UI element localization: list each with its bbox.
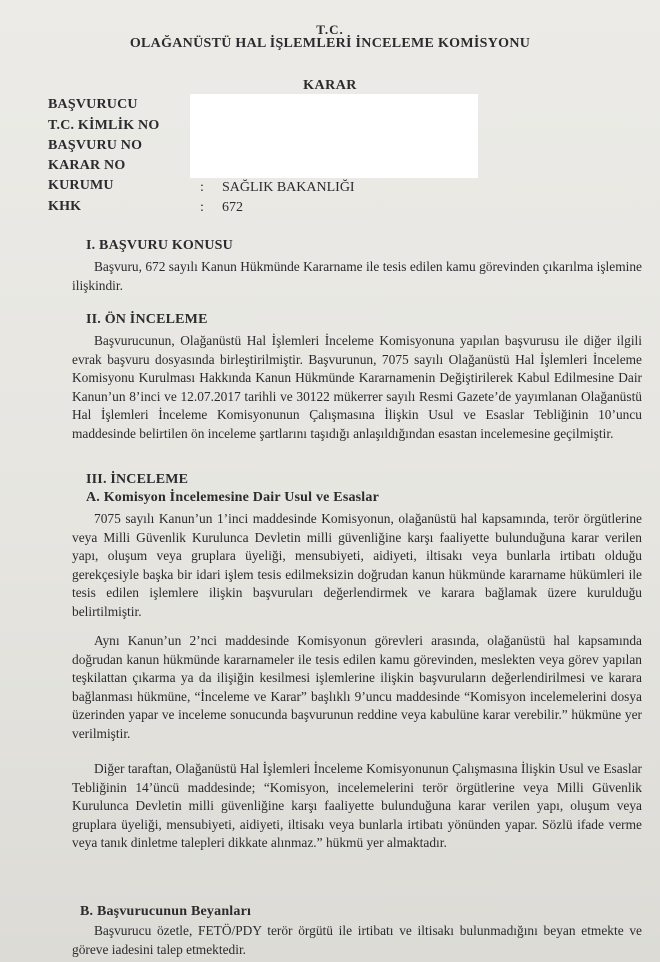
field-colon-khk: : — [200, 200, 204, 215]
field-label-tc-id: T.C. KİMLİK NO — [48, 118, 160, 133]
header-tc: T.C. — [316, 22, 344, 37]
section-3a-heading: A. Komisyon İncelemesine Dair Usul ve Esaslar — [86, 490, 380, 505]
section-3a-paragraph-2: Aynı Kanun’un 2’nci maddesinde Komisyonun görevleri arasında, olağanüstü hal kapsamında doğrudan kanun hükmünde kararnameler ile tesis edilen kamu görevinden, meslekten veya görev yapılan teşkilattan çıkarma ya da ilişiğin kesilmesi işlemlerine ilişkin başvuruların değerlendirilmesi ve karara bağlanması hükmüne, “İnceleme ve Karar” başlıklı 9’uncu maddesinde “Komisyon incelemelerini dosya üzerinden yapar ve inceleme sonucunda başvurunun reddine veya kabulüne karar verebilir.” hükmüne yer verilmiştir. — [72, 633, 642, 741]
section-1-heading: I. BAŞVURU KONUSU — [86, 238, 233, 253]
section-3a-paragraph-1: 7075 sayılı Kanun’un 1’inci maddesinde Komisyonun, olağanüstü hal kapsamında, terör örgütlerine veya Milli Güvenlik Kurulunca Devletin milli güvenliğine karşı faaliyette bulunduğuna karar verilen yapı, oluşum veya gruplara üyeliği, mensubiyeti, aidiyeti, iltisakı veya bunlarla irtibatı olduğu gerekçesiyle başka bir idari işlem tesis edilmeksizin doğrudan kanun hükmünde kararname hükümleri ile tesis edilen işlemlere ilişkin başvuruları değerlendirmek ve karara bağlamak üzere kurulduğu belirtilmiştir. — [72, 511, 642, 619]
field-label-applicant: BAŞVURUCU — [48, 97, 138, 112]
field-value-institution: SAĞLIK BAKANLIĞI — [222, 180, 355, 195]
redaction-box — [190, 94, 478, 178]
section-3a-paragraph-3: Diğer taraftan, Olağanüstü Hal İşlemleri İnceleme Komisyonunun Çalışmasına İlişkin Usul ve Esaslar Tebliğinin 14’üncü maddesinde; “Komisyon, incelemelerini terör örgütlerine veya Milli Güvenlik Kurulunca Devletin milli güvenliğine karşı faaliyette bulunduğuna karar verilen yapı, oluşum veya gruplara üyeliği, mensubiyeti, aidiyeti, iltisakı veya bunlarla irtibatı yönünden yapar. Sözlü ifade verme veya tanık dinletme talepleri dikkate alınmaz.” hükmü yer almaktadır. — [72, 761, 642, 851]
section-2-heading: II. ÖN İNCELEME — [86, 312, 208, 327]
field-label-application-no: BAŞVURU NO — [48, 138, 143, 153]
section-1-paragraph: Başvuru, 672 sayılı Kanun Hükmünde Kararname ile tesis edilen kamu görevinden çıkarılma işlemine ilişkindir. — [72, 259, 642, 293]
commission-name: OLAĞANÜSTÜ HAL İŞLEMLERİ İNCELEME KOMİSYONU — [129, 36, 531, 51]
field-label-khk: KHK — [48, 199, 82, 214]
section-3b-paragraph: Başvurucu özetle, FETÖ/PDY terör örgütü ile irtibatı ve iltisakı bulunmadığını beyan etmekte ve göreve iadesini talep etmektedir. — [72, 923, 642, 957]
field-value-khk: 672 — [222, 200, 243, 215]
document-title: KARAR — [303, 78, 357, 93]
section-2-paragraph: Başvurucunun, Olağanüstü Hal İşlemleri İnceleme Komisyonuna yapılan başvurusu ile diğer ilgili evrak başvuru dosyasında birleştirilmiştir. Başvurunun, 7075 sayılı Olağanüstü Hal İşlemleri İnceleme Komisyonu Kurulması Hakkında Kanun Hükmünde Kararnamenin Değiştirilerek Kabul Edilmesine Dair Kanun’un 8’inci ve 12.07.2017 tarihli ve 30122 mükerrer sayılı Resmi Gazete’de yayımlanan Olağanüstü Hal İşlemleri İnceleme Komisyonunun Çalışmasına İlişkin Usul ve Esaslar Tebliğinin 10’uncu maddesinde belirtilen ön inceleme şartlarını taşıdığı anlaşıldığından esastan incelemesine geçilmiştir. — [72, 333, 642, 441]
field-colon-institution: : — [200, 180, 204, 195]
section-3-heading: III. İNCELEME — [86, 472, 189, 487]
section-3b-heading: B. Başvurucunun Beyanları — [80, 904, 252, 919]
field-label-institution: KURUMU — [48, 178, 114, 193]
field-label-decision-no: KARAR NO — [48, 158, 126, 173]
